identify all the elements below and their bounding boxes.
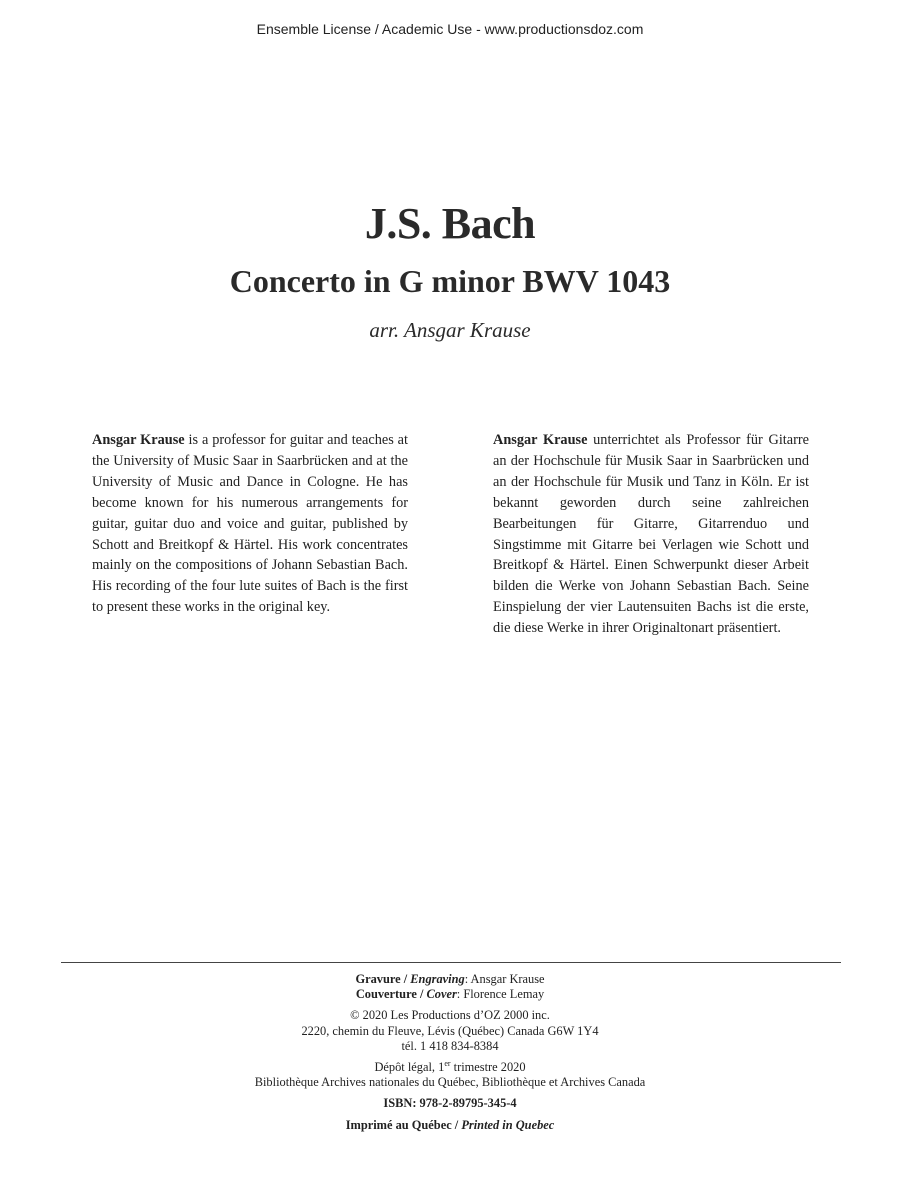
engraving-label-en: Engraving — [410, 972, 465, 986]
printed-fr: Imprimé au Québec / — [345, 1117, 462, 1132]
bio-name-german: Ansgar Krause — [493, 432, 588, 448]
composer-name: J.S. Bach — [364, 199, 536, 248]
biography-german — [493, 430, 809, 639]
cover-value: : Florence Lemay — [456, 987, 545, 1002]
engraving-label-fr: Gravure / — [355, 972, 411, 986]
cover-label-fr: Couverture / — [355, 987, 427, 1002]
engraving-credit — [0, 972, 900, 987]
legal-deposit — [0, 1060, 900, 1075]
libraries-line: Bibliothèque Archives nationales du Québec, Bibliothèque et Archives Canada — [254, 1075, 646, 1090]
work-title: Concerto in G minor BWV 1043 — [229, 263, 671, 299]
bio-name-english: Ansgar Krause — [92, 432, 185, 448]
publisher-address: 2220, chemin du Fleuve, Lévis (Québec) Canada G6W 1Y4 — [301, 1023, 599, 1038]
printed-en: Printed in Quebec — [461, 1117, 555, 1132]
copyright-line: © 2020 Les Productions d’OZ 2000 inc. — [350, 1008, 550, 1023]
bio-text-english: is a professor for guitar and teaches at the University of Music Saar in Saarbrücken and at the University of Music and Dance in Cologne. He has become known for his numerous arrangements for guitar, guitar duo and voice and guitar, published by Schott and Breitkopf & Härtel. His work concentrates mainly on the compositions of Johann Sebastian Bach. His recording of the four lute suites of Bach is the first to present these works in the original key. — [92, 432, 408, 616]
bio-text-german: unterrichtet als Professor für Gitarre an der Hochschule für Musik Saar in Saarbrücken und an der Hochschule für Musik und Tanz in Köln. Er ist bekannt geworden durch seine zahlreichen Bearbeitungen für Gitarre, Gitarrenduo und Singstimme mit Gitarre bei Verlagen wie Schott und Breitkopf & Härtel. Einen Schwerpunkt dieser Arbeit bilden die Werke von Johann Sebastian Bach. Seine Einspielung der vier Lautensuiten Bachs ist die erste, die diese Werke in ihrer Originaltonart präsentiert. — [493, 432, 809, 637]
printed-in-line — [0, 1118, 900, 1133]
publisher-credits — [0, 972, 900, 1133]
footer-divider — [61, 962, 841, 963]
legal-suffix: trimestre 2020 — [450, 1060, 526, 1075]
cover-label-en: Cover — [426, 987, 457, 1002]
publisher-phone: tél. 1 418 834-8384 — [401, 1038, 499, 1053]
legal-prefix: Dépôt légal, 1 — [374, 1060, 445, 1075]
isbn-line — [0, 1096, 900, 1111]
arranger-credit: arr. Ansgar Krause — [369, 318, 531, 342]
isbn-value: ISBN: 978-2-89795-345-4 — [383, 1096, 517, 1111]
biography-english — [92, 430, 408, 618]
engraving-value: : Ansgar Krause — [464, 972, 545, 986]
legal-sup: er — [444, 1058, 451, 1068]
license-notice: Ensemble License / Academic Use - www.productionsdoz.com — [256, 21, 644, 37]
cover-credit — [0, 987, 900, 1002]
